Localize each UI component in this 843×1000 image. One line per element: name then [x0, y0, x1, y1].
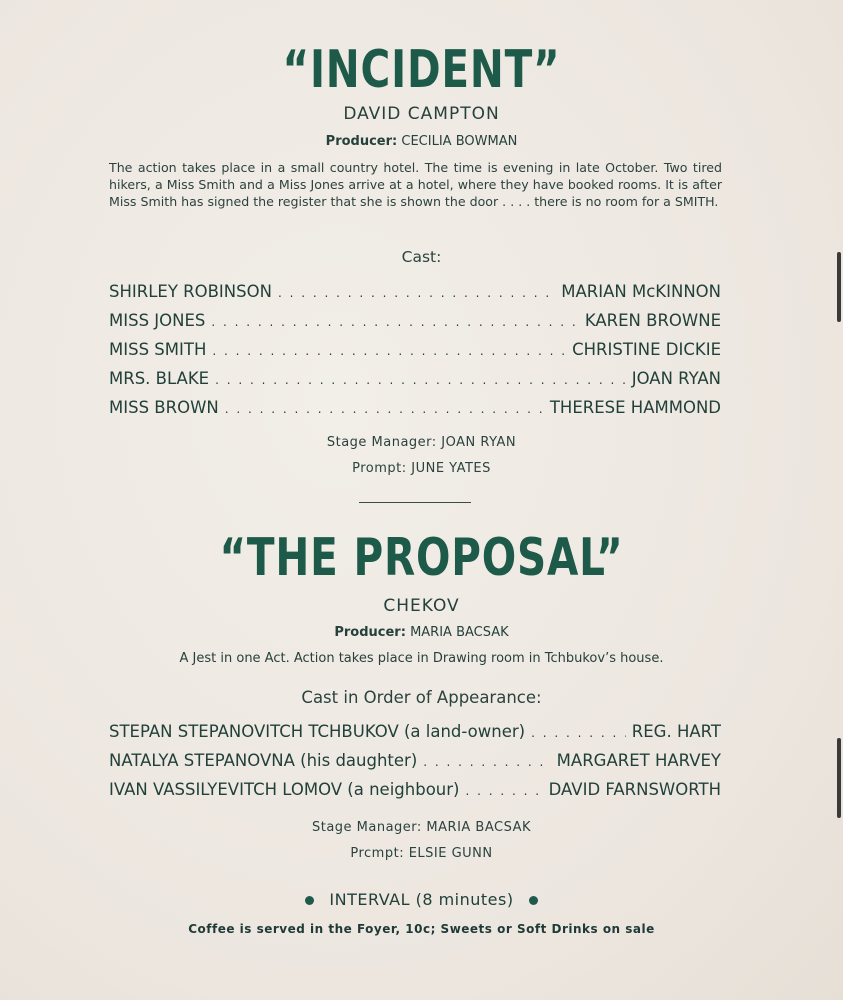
- cast-role: SHIRLEY ROBINSON: [109, 282, 272, 301]
- play2-stage-manager: Stage Manager: MARIA BACSAK: [311, 820, 532, 835]
- leader-dots: [531, 726, 626, 740]
- play1-producer-name: CECILIA BOWMAN: [401, 134, 518, 149]
- cast-actor: KAREN BROWNE: [584, 311, 721, 330]
- cast-actor: JOAN RYAN: [631, 369, 721, 388]
- play2-cast-row: [109, 780, 721, 799]
- play1-cast-row: [109, 311, 721, 330]
- play2-title: “THE PROPOSAL”: [219, 528, 624, 588]
- play1-prompt: Prompt: JUNE YATES: [352, 461, 491, 476]
- play1-cast-row: [109, 369, 721, 388]
- leader-dots: [465, 784, 542, 798]
- cast-role: MISS BROWN: [109, 398, 219, 417]
- play1-cast-heading: Cast:: [401, 248, 442, 266]
- leader-dots: [278, 286, 555, 300]
- cast-actor: REG. HART: [631, 722, 721, 741]
- play1-producer-label: Producer:: [325, 134, 398, 149]
- leader-dots: [212, 344, 566, 358]
- play2-author: CHEKOV: [383, 596, 460, 616]
- section-divider: [359, 502, 471, 503]
- play1-cast-row: [109, 398, 721, 417]
- leader-dots: [215, 373, 626, 387]
- play2-prompt: Prcmpt: ELSIE GUNN: [350, 846, 493, 861]
- cast-actor: THERESE HAMMOND: [549, 398, 721, 417]
- play1-producer: [0, 134, 843, 149]
- cast-actor: MARGARET HARVEY: [556, 751, 721, 770]
- interval-line: [0, 890, 843, 909]
- play2-cast-row: [109, 722, 721, 741]
- play2-producer-name: MARIA BACSAK: [410, 625, 509, 640]
- bullet-icon: [529, 896, 538, 905]
- leader-dots: [211, 315, 578, 329]
- cast-actor: MARIAN McKINNON: [561, 282, 721, 301]
- cast-role: STEPAN STEPANOVITCH TCHBUKOV (a land-owner): [109, 722, 526, 741]
- play1-title: “INCIDENT”: [282, 40, 561, 100]
- leader-dots: [423, 755, 550, 769]
- play2-description: A Jest in one Act. Action takes place in Drawing room in Tchbukov’s house.: [179, 651, 664, 666]
- play1-cast-row: [109, 340, 721, 359]
- play1-cast-row: [109, 282, 721, 301]
- cast-role: MRS. BLAKE: [109, 369, 210, 388]
- cast-role: IVAN VASSILYEVITCH LOMOV (a neighbour): [109, 780, 460, 799]
- cast-role: MISS JONES: [109, 311, 206, 330]
- play1-stage-manager: Stage Manager: JOAN RYAN: [326, 435, 517, 450]
- play1-author: DAVID CAMPTON: [343, 104, 500, 124]
- leader-dots: [225, 402, 544, 416]
- play2-cast-heading: Cast in Order of Appearance:: [301, 688, 542, 707]
- play2-producer: [0, 625, 843, 640]
- play1-description: The action takes place in a small country hotel. The time is evening in late October. Two tired hikers, a Miss Smith and a Miss Jones arrive at a hotel, where they have booked rooms. It is after Miss Smith has signed the register that she is shown the door . . . . there is no room for a SMITH.: [109, 160, 722, 209]
- cast-actor: DAVID FARNSWORTH: [548, 780, 721, 799]
- interval-text: INTERVAL (8 minutes): [329, 890, 514, 909]
- cast-role: NATALYA STEPANOVNA (his daughter): [109, 751, 418, 770]
- play2-producer-label: Producer:: [334, 625, 406, 640]
- coffee-note: Coffee is served in the Foyer, 10c; Sweets or Soft Drinks on sale: [188, 922, 655, 936]
- bullet-icon: [305, 896, 314, 905]
- play2-cast-row: [109, 751, 721, 770]
- cast-actor: CHRISTINE DICKIE: [572, 340, 721, 359]
- page-edge-mark: [837, 738, 841, 818]
- cast-role: MISS SMITH: [109, 340, 207, 359]
